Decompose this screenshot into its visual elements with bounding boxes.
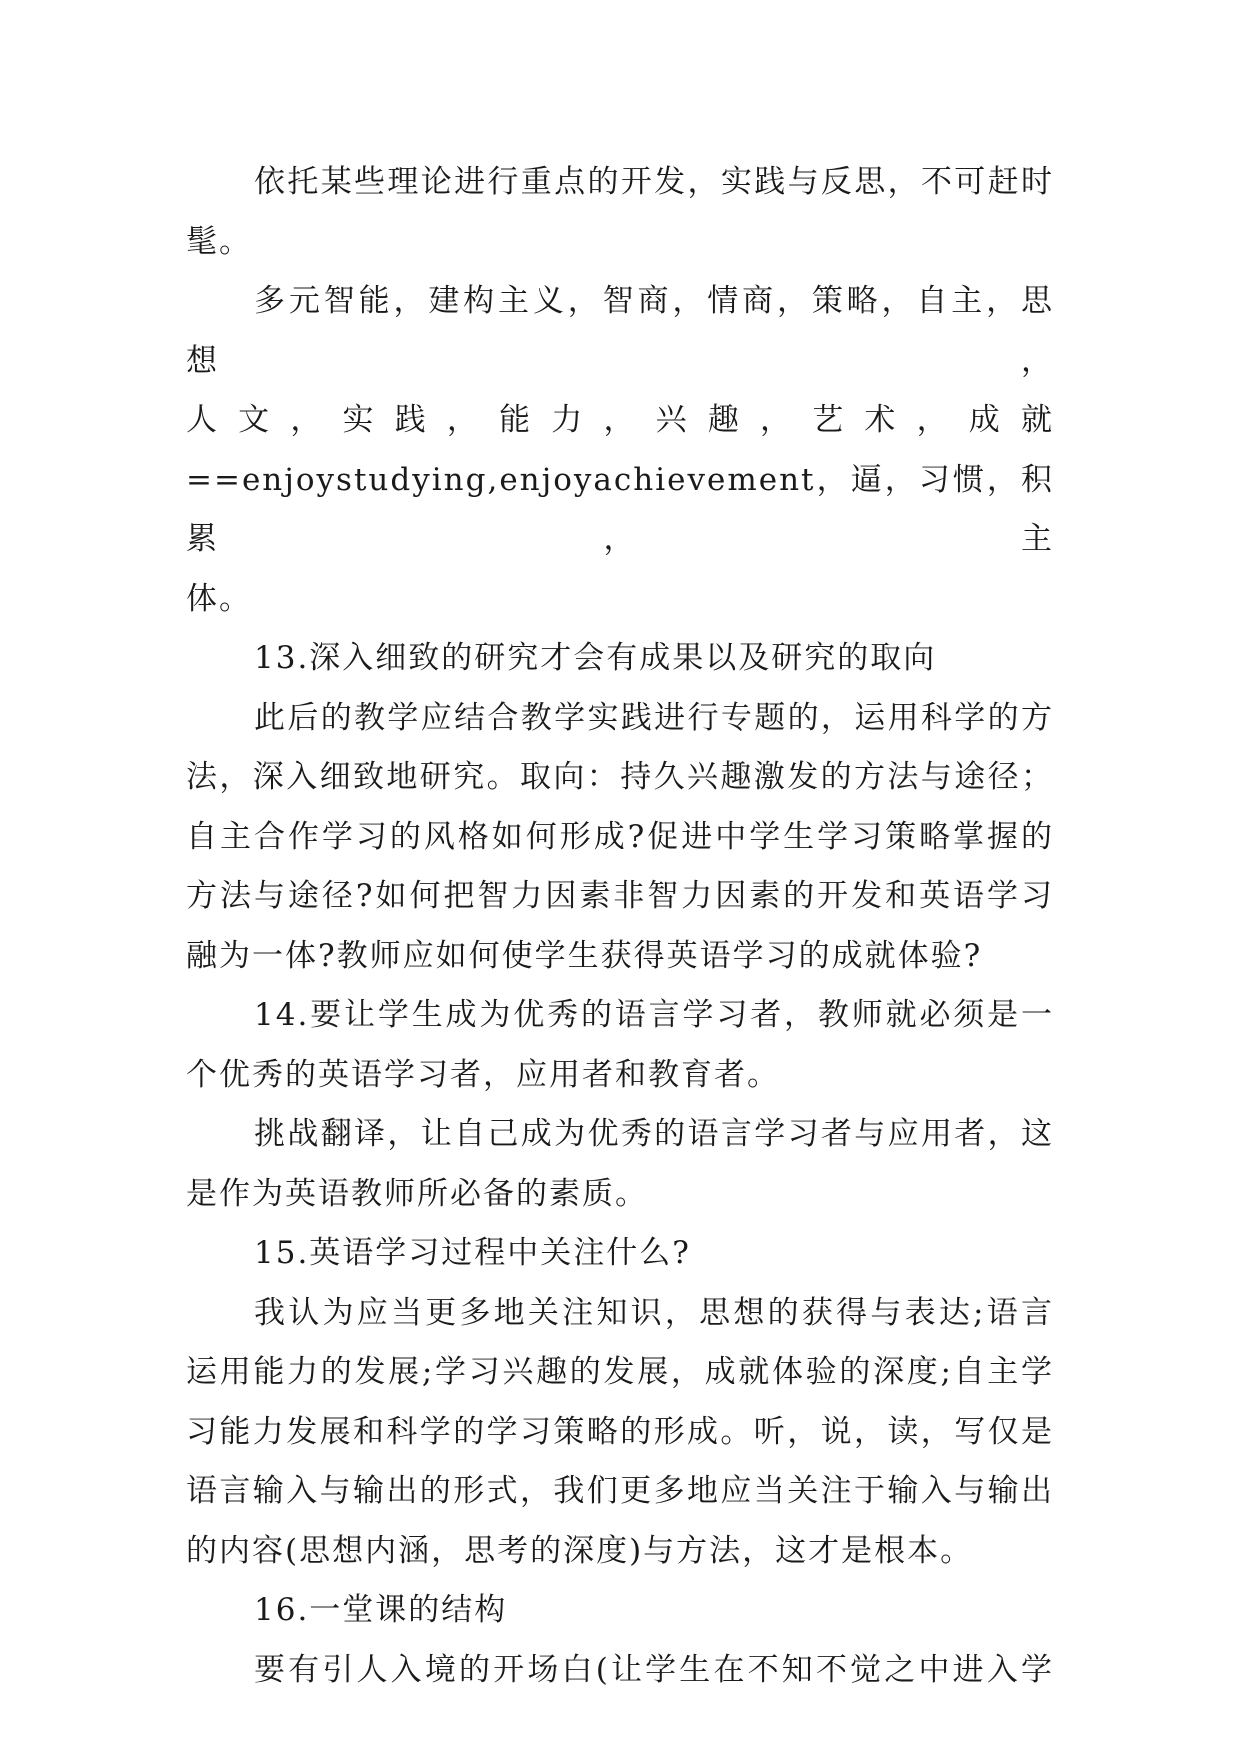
section-heading-13 (186, 629, 1054, 689)
text-line: 此后的教学应结合教学实践进行专题的，运用科学的方 (254, 699, 1054, 736)
text-line: 自主合作学习的风格如何形成?促进中学生学习策略掌握的 (186, 818, 1054, 855)
text-line: 人文，实践，能力，兴趣，艺术，成就 (186, 402, 1054, 438)
paragraph-lesson-opening (186, 1641, 1054, 1701)
paragraph-learning-focus (186, 1284, 1054, 1582)
text-line: 要有引人入境的开场白(让学生在不知不觉之中进入学 (254, 1651, 1054, 1688)
text-line: 多元智能，建构主义，智商，情商，策略，自主，思想， (186, 283, 1054, 379)
section-heading-15 (186, 1224, 1054, 1284)
text-line: 个优秀的英语学习者，应用者和教育者。 (186, 1056, 780, 1093)
text-line: ==enjoystudying,enjoyachievement，逼，习惯，积累，主 (186, 461, 1054, 557)
text-line: 依托某些理论进行重点的开发，实践与反思，不可赶时 (254, 164, 1054, 200)
heading-text: 16.一堂课的结构 (254, 1592, 508, 1628)
text-line: 融为一体?教师应如何使学生获得英语学习的成就体验? (186, 937, 983, 974)
paragraph-keywords (186, 272, 1054, 629)
text-line: 语言输入与输出的形式，我们更多地应当关注于输入与输出 (186, 1473, 1054, 1509)
text-line: 习能力发展和科学的学习策略的形成。听，说，读，写仅是 (186, 1413, 1054, 1450)
heading-text: 13.深入细致的研究才会有成果以及研究的取向 (254, 640, 937, 676)
text-line: 方法与途径?如何把智力因素非智力因素的开发和英语学习 (186, 878, 1054, 914)
paragraph-theory-development (186, 153, 1054, 272)
text-line: 运用能力的发展;学习兴趣的发展，成就体验的深度;自主学 (186, 1354, 1054, 1390)
text-line: 是作为英语教师所必备的素质。 (186, 1175, 648, 1212)
text-line: 体。 (186, 580, 252, 617)
text-line: 的内容(思想内涵，思考的深度)与方法，这才是根本。 (186, 1532, 974, 1569)
heading-text: 15.英语学习过程中关注什么? (254, 1235, 691, 1271)
section-heading-14 (186, 986, 1054, 1105)
paragraph-research-orientation (186, 689, 1054, 987)
text-line: 挑战翻译，让自己成为优秀的语言学习者与应用者，这 (254, 1116, 1054, 1152)
text-line: 14.要让学生成为优秀的语言学习者，教师就必须是一 (254, 997, 1054, 1033)
document-body (186, 153, 1054, 1700)
paragraph-translation-challenge (186, 1105, 1054, 1224)
text-line: 法，深入细致地研究。取向：持久兴趣激发的方法与途径； (186, 759, 1054, 795)
text-line: 我认为应当更多地关注知识，思想的获得与表达;语言 (254, 1294, 1054, 1331)
section-heading-16 (186, 1581, 1054, 1641)
text-line: 髦。 (186, 223, 252, 260)
